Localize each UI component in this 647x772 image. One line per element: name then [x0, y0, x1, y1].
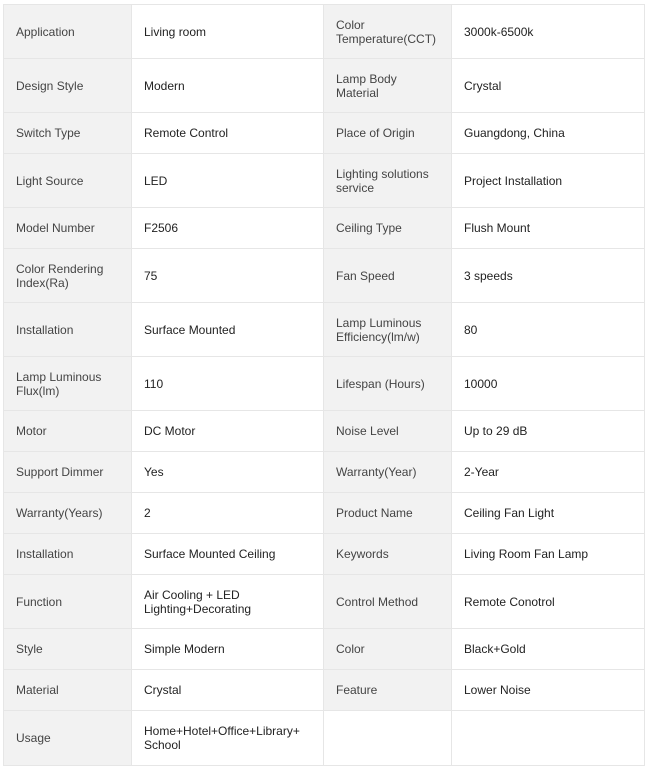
spec-key: Color	[324, 629, 452, 670]
spec-value: 80	[452, 303, 645, 357]
spec-value: Flush Mount	[452, 208, 645, 249]
spec-row	[4, 534, 645, 575]
spec-row	[4, 711, 645, 766]
spec-value: 2-Year	[452, 452, 645, 493]
spec-value: 2	[132, 493, 324, 534]
spec-key: Control Method	[324, 575, 452, 629]
spec-key: Support Dimmer	[4, 452, 132, 493]
spec-key: Lighting solutions service	[324, 154, 452, 208]
spec-key: Light Source	[4, 154, 132, 208]
spec-key: Model Number	[4, 208, 132, 249]
spec-value: F2506	[132, 208, 324, 249]
spec-value: Simple Modern	[132, 629, 324, 670]
spec-key: Installation	[4, 534, 132, 575]
spec-value: Living Room Fan Lamp	[452, 534, 645, 575]
spec-value: Crystal	[132, 670, 324, 711]
spec-value: Surface Mounted	[132, 303, 324, 357]
spec-row	[4, 208, 645, 249]
spec-key: Lifespan (Hours)	[324, 357, 452, 411]
spec-value: 3000k-6500k	[452, 5, 645, 59]
spec-value: 3 speeds	[452, 249, 645, 303]
spec-value: 110	[132, 357, 324, 411]
spec-value: LED	[132, 154, 324, 208]
spec-key: Warranty(Years)	[4, 493, 132, 534]
spec-key: Place of Origin	[324, 113, 452, 154]
spec-row	[4, 59, 645, 113]
spec-row	[4, 357, 645, 411]
spec-value: Black+Gold	[452, 629, 645, 670]
spec-value: Modern	[132, 59, 324, 113]
spec-row	[4, 154, 645, 208]
spec-key: Product Name	[324, 493, 452, 534]
spec-key: Color Rendering Index(Ra)	[4, 249, 132, 303]
spec-value: Ceiling Fan Light	[452, 493, 645, 534]
spec-value: Yes	[132, 452, 324, 493]
spec-key: Lamp Luminous Flux(lm)	[4, 357, 132, 411]
spec-value: Guangdong, China	[452, 113, 645, 154]
spec-value: Up to 29 dB	[452, 411, 645, 452]
spec-value: Project Installation	[452, 154, 645, 208]
spec-value: Remote Conotrol	[452, 575, 645, 629]
spec-row	[4, 113, 645, 154]
spec-key: Material	[4, 670, 132, 711]
spec-key: Switch Type	[4, 113, 132, 154]
spec-row	[4, 575, 645, 629]
spec-row	[4, 5, 645, 59]
spec-value: Surface Mounted Ceiling	[132, 534, 324, 575]
spec-value: 10000	[452, 357, 645, 411]
spec-row	[4, 411, 645, 452]
spec-key: Color Temperature(CCT)	[324, 5, 452, 59]
spec-value: Home+Hotel+Office+Library+ School	[132, 711, 324, 766]
spec-value: Lower Noise	[452, 670, 645, 711]
spec-value: Crystal	[452, 59, 645, 113]
spec-row	[4, 303, 645, 357]
spec-key: Fan Speed	[324, 249, 452, 303]
spec-row	[4, 452, 645, 493]
spec-empty-cell	[324, 711, 452, 766]
spec-value: 75	[132, 249, 324, 303]
spec-value: Living room	[132, 5, 324, 59]
spec-key: Lamp Luminous Efficiency(lm/w)	[324, 303, 452, 357]
spec-key: Warranty(Year)	[324, 452, 452, 493]
spec-key: Style	[4, 629, 132, 670]
spec-key: Feature	[324, 670, 452, 711]
spec-row	[4, 249, 645, 303]
spec-value: DC Motor	[132, 411, 324, 452]
spec-key: Lamp Body Material	[324, 59, 452, 113]
spec-key: Design Style	[4, 59, 132, 113]
spec-row	[4, 493, 645, 534]
spec-key: Keywords	[324, 534, 452, 575]
spec-value: Air Cooling + LED Lighting+Decorating	[132, 575, 324, 629]
spec-key: Installation	[4, 303, 132, 357]
spec-key: Usage	[4, 711, 132, 766]
spec-empty-cell	[452, 711, 645, 766]
spec-row	[4, 670, 645, 711]
spec-row	[4, 629, 645, 670]
spec-key: Ceiling Type	[324, 208, 452, 249]
spec-key: Motor	[4, 411, 132, 452]
spec-key: Function	[4, 575, 132, 629]
spec-table	[3, 4, 645, 766]
spec-key: Application	[4, 5, 132, 59]
spec-value: Remote Control	[132, 113, 324, 154]
spec-key: Noise Level	[324, 411, 452, 452]
